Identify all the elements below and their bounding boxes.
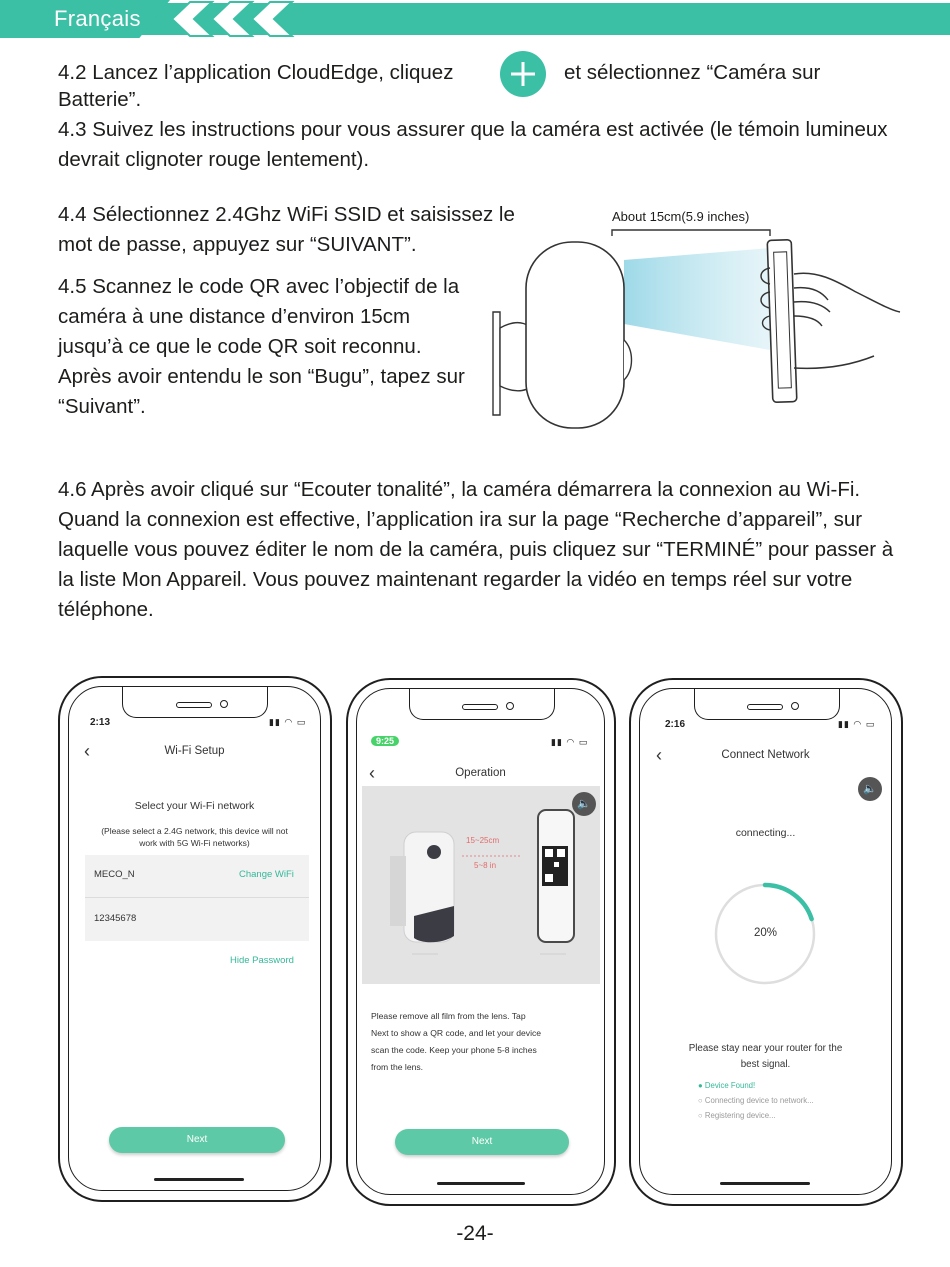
wifi-note-line1: (Please select a 2.4G network, this device will not — [101, 826, 288, 836]
speaker — [176, 702, 212, 708]
hide-password-link[interactable]: Hide Password — [230, 955, 294, 966]
status-connecting: ○ Connecting device to network... — [698, 1096, 814, 1105]
chevron-left-icons — [0, 0, 950, 38]
phone-screen — [639, 688, 892, 1195]
next-button[interactable]: Next — [109, 1127, 285, 1153]
status-registering: ○ Registering device... — [698, 1111, 776, 1120]
camera-qr-drawing — [362, 786, 600, 984]
front-camera — [791, 702, 799, 710]
status-time: 2:16 — [665, 719, 686, 730]
screen-title: Operation — [455, 767, 506, 779]
page-number: -24- — [456, 1222, 494, 1245]
status-registering-text: Registering device... — [704, 1111, 776, 1120]
language-header — [0, 0, 950, 38]
instruction-line4: from the lens. — [371, 1062, 424, 1072]
status-time: 9:25 — [371, 736, 399, 746]
speaker — [747, 704, 783, 710]
phone-screen — [68, 686, 321, 1191]
wifi-heading: Select your Wi-Fi network — [134, 800, 255, 812]
phone-screen — [356, 688, 605, 1195]
camera-scan-illustration — [488, 200, 908, 430]
front-camera — [506, 702, 514, 710]
front-camera — [220, 700, 228, 708]
distance-cm: 15~25cm — [466, 836, 500, 845]
step-4-5-text: 4.5 Scannez le code QR avec l’objectif de la caméra à une distance d’environ 15cm jusqu’à ce que le code QR soit reconnu. Après avoir entendu le son “Bugu”, tapez sur “Suivant”. — [58, 275, 465, 418]
camera-phone-drawing — [488, 200, 908, 430]
step-4-6-text: 4.6 Après avoir cliqué sur “Ecouter tonalité”, la caméra démarrera la connexion au Wi-Fi. Quand la connexion est effective, l’application ira sur la page “Recherche d’appareil”, sur laquelle vous pouvez éditer le nom de la caméra, puis cliquez sur “TERMINÉ” pour passer à la liste Mon Appareil. Vous pouvez maintenant regarder la vidéo en temps réel sur votre téléphone. — [58, 478, 894, 621]
progress-percent: 20% — [753, 927, 778, 939]
step-4-4-text: 4.4 Sélectionnez 2.4Ghz WiFi SSID et saisissez le mot de passe, appuyez sur “SUIVANT”. — [58, 203, 515, 256]
status-device-found: ● Device Found! — [698, 1081, 756, 1090]
distance-in: 5~8 in — [474, 861, 497, 870]
password-field[interactable]: 12345678 — [94, 913, 137, 924]
screen-title: Wi-Fi Setup — [164, 745, 225, 757]
stay-near-line2: best signal. — [740, 1059, 791, 1070]
phone-wifi-setup — [58, 676, 332, 1202]
step-4-2-text-c: Batterie”. — [58, 88, 142, 111]
instruction-line2: Next to show a QR code, and let your device — [371, 1028, 542, 1038]
phone-operation — [346, 678, 616, 1206]
wifi-form — [85, 855, 309, 941]
operation-image — [362, 786, 600, 984]
instruction-line1: Please remove all film from the lens. Tap — [371, 1011, 526, 1021]
back-button[interactable]: ‹ — [369, 763, 375, 783]
instruction-line3: scan the code. Keep your phone 5-8 inches — [371, 1045, 537, 1055]
back-button[interactable]: ‹ — [84, 741, 90, 761]
step-4-2-line1 — [58, 58, 453, 88]
status-icons: ▮▮ ◠ ▭ — [551, 737, 589, 747]
change-wifi-link[interactable]: Change WiFi — [239, 869, 294, 880]
sound-icon[interactable]: 🔈 — [858, 777, 882, 801]
status-icons: ▮▮ ◠ ▭ — [269, 717, 307, 727]
home-indicator — [720, 1182, 810, 1185]
step-4-3-text: 4.3 Suivez les instructions pour vous assurer que la caméra est activée (le témoin lumineux devrait clignoter rouge lentement). — [58, 118, 888, 171]
form-divider — [85, 897, 309, 898]
screen-title: Connect Network — [721, 749, 810, 761]
language-label: Français — [54, 6, 141, 31]
stay-near-line1: Please stay near your router for the — [688, 1043, 843, 1054]
step-4-2-text-a: 4.2 Lancez l’application CloudEdge, cliquez — [58, 61, 454, 84]
status-time: 2:13 — [90, 717, 111, 728]
add-plus-icon — [499, 50, 547, 98]
next-button[interactable]: Next — [395, 1129, 569, 1155]
connecting-label: connecting... — [735, 827, 796, 839]
sound-icon[interactable]: 🔈 — [572, 792, 596, 816]
status-connecting-text: Connecting device to network... — [704, 1096, 814, 1105]
status-icons: ▮▮ ◠ ▭ — [838, 719, 876, 729]
status-device-found-text: Device Found! — [704, 1081, 756, 1090]
step-4-2-text-b: et sélectionnez “Caméra sur — [564, 61, 821, 84]
wifi-note-line2: work with 5G Wi-Fi networks) — [139, 838, 250, 848]
ssid-field[interactable]: MECO_N — [94, 869, 135, 880]
distance-label: About 15cm(5.9 inches) — [612, 209, 750, 224]
speaker — [462, 704, 498, 710]
home-indicator — [437, 1182, 525, 1185]
phone-connect-network — [629, 678, 903, 1206]
back-button[interactable]: ‹ — [656, 745, 662, 765]
home-indicator — [154, 1178, 244, 1181]
